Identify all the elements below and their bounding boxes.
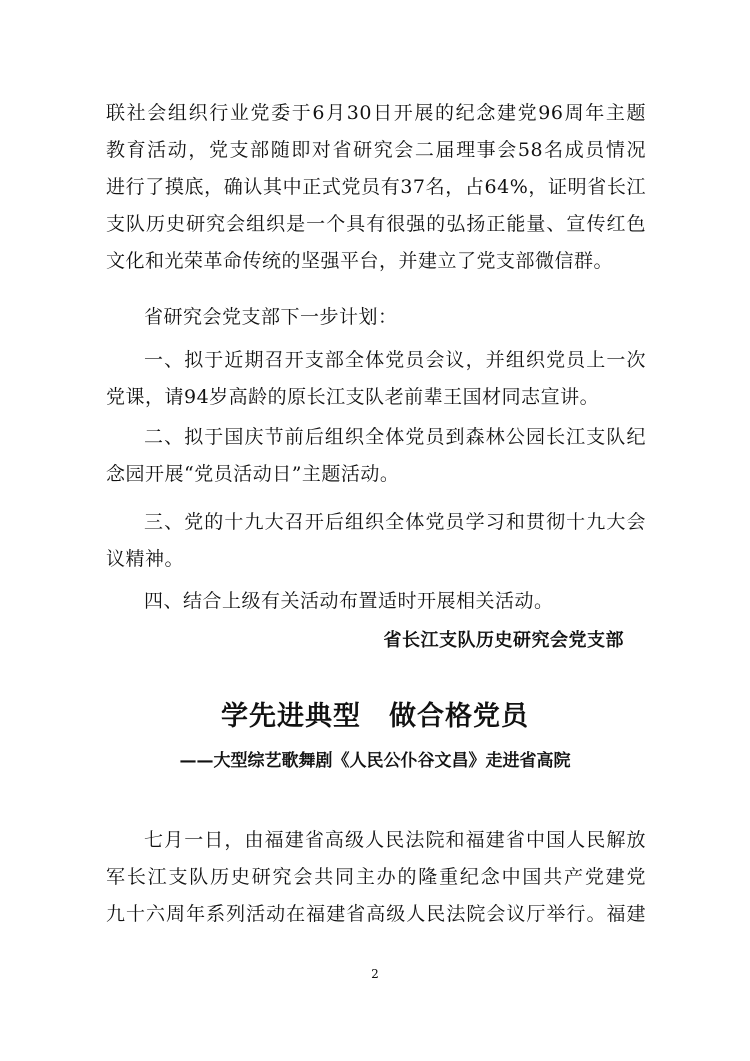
text-line: 四、结合上级有关活动布置适时开展相关活动。: [144, 590, 554, 612]
plan-item-3: [106, 504, 646, 578]
text-line: 党课，请94岁高龄的原长江支队老前辈王国材同志宣讲。: [106, 386, 600, 408]
text-line: 进行了摸底，确认其中正式党员有37名，占64%，证明省长江: [106, 176, 646, 198]
text-line: 议精神。: [106, 548, 185, 570]
text-line: 七月一日，由福建省高级人民法院和福建省中国人民解放: [144, 829, 646, 851]
text-line: 教育活动，党支部随即对省研究会二届理事会58名成员情况: [106, 139, 646, 161]
text-line: 念园开展“党员活动日”主题活动。: [106, 463, 400, 485]
signature: 省长江支队历史研究会党支部: [383, 630, 624, 651]
plan-item-2: [106, 419, 646, 493]
article-subtitle: ——大型综艺歌舞剧《人民公仆谷文昌》走进省高院: [179, 751, 571, 771]
text-line: 联社会组织行业党委于6月30日开展的纪念建党96周年主题: [106, 102, 646, 124]
plan-item-1: [106, 342, 646, 416]
plan-heading: 省研究会党支部下一步计划：: [144, 306, 398, 328]
article-title: 学先进典型 做合格党员: [221, 701, 529, 732]
text-line: 九十六周年系列活动在福建省高级人民法院会议厅举行。福建: [106, 903, 646, 925]
text-line: 文化和光荣革命传统的坚强平台，并建立了党支部微信群。: [106, 250, 614, 272]
text-line: 军长江支队历史研究会共同主办的隆重纪念中国共产党建党: [106, 866, 646, 888]
text-line: 支队历史研究会组织是一个具有很强的弘扬正能量、宣传红色: [106, 213, 646, 235]
text-line: 二、拟于国庆节前后组织全体党员到森林公园长江支队纪: [144, 426, 646, 448]
text-line: 一、拟于近期召开支部全体党员会议，并组织党员上一次: [144, 349, 646, 371]
paragraph-party-survey: [106, 95, 646, 280]
page-number: 2: [371, 967, 379, 981]
plan-heading-block: [106, 299, 646, 336]
text-line: 三、党的十九大召开后组织全体党员学习和贯彻十九大会: [144, 511, 646, 533]
plan-item-4: [106, 583, 646, 620]
paragraph-article-intro: [106, 822, 646, 933]
